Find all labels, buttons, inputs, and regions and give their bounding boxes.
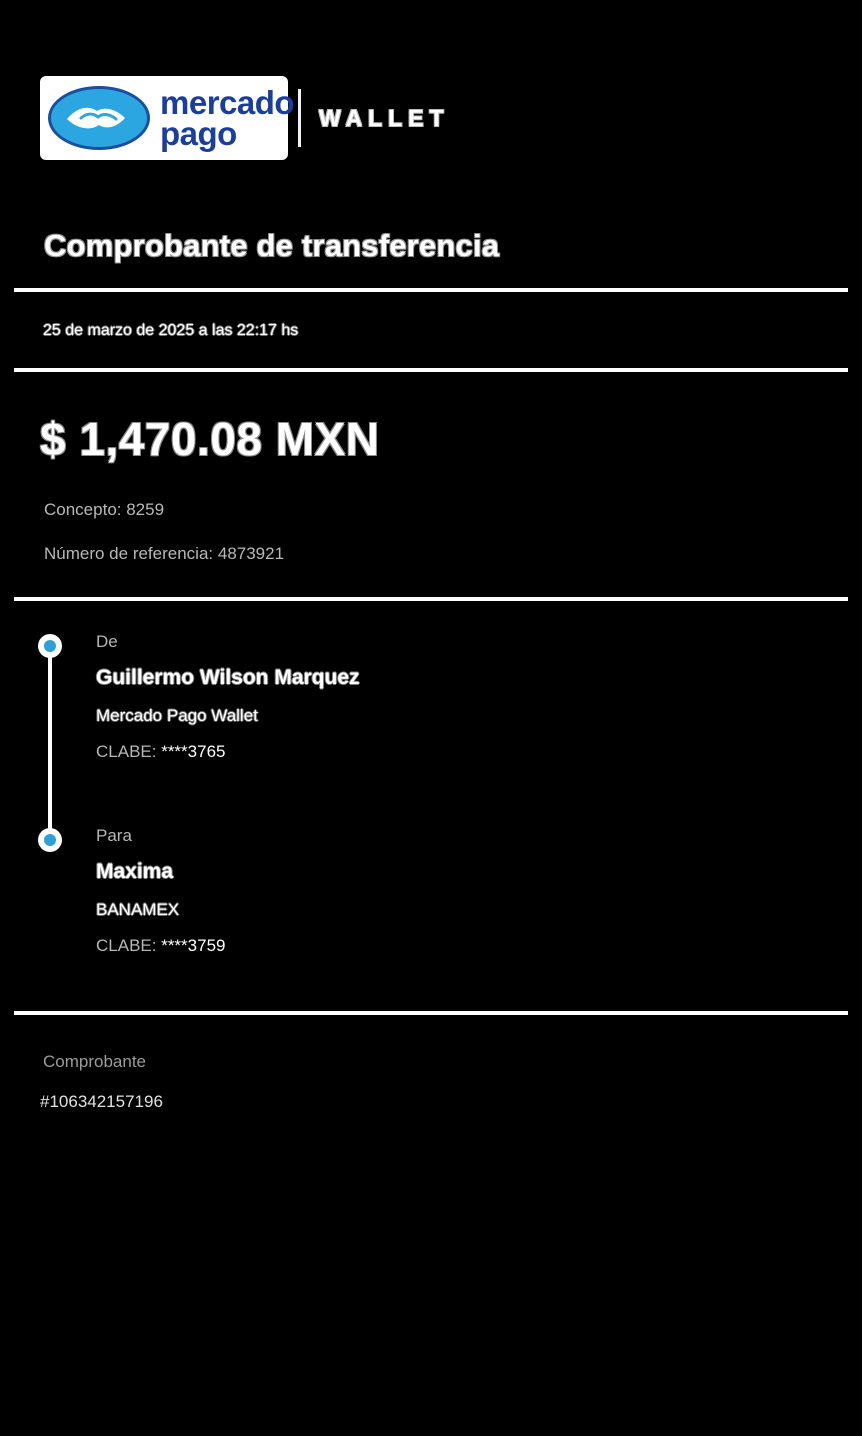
to-name: Maxima	[96, 860, 174, 883]
product-wallet-label: WALLET	[319, 104, 450, 131]
to-clabe	[96, 936, 225, 956]
divider-after-datetime	[14, 368, 848, 372]
handshake-icon	[48, 86, 150, 150]
from-clabe-label: CLABE:	[96, 742, 162, 761]
brand-wordmark	[160, 83, 295, 152]
mercado-pago-logo	[40, 76, 295, 160]
page-title: Comprobante de transferencia	[44, 228, 500, 263]
transfer-from-block	[96, 632, 360, 762]
timeline-dot-from	[38, 634, 62, 658]
divider-after-amount	[14, 597, 848, 601]
timeline-line	[48, 646, 52, 840]
from-clabe	[96, 742, 360, 762]
receipt-number: #106342157196	[40, 1092, 163, 1111]
transfer-concept: Concepto: 8259	[44, 500, 165, 519]
transfer-timeline	[27, 632, 73, 854]
from-name: Guillermo Wilson Marquez	[96, 666, 360, 689]
transfer-datetime: 25 de marzo de 2025 a las 22:17 hs	[43, 322, 299, 339]
to-bank: BANAMEX	[96, 900, 180, 919]
from-bank: Mercado Pago Wallet	[96, 706, 258, 725]
transfer-to-block	[96, 826, 225, 956]
transfer-reference: Número de referencia: 4873921	[44, 544, 285, 563]
to-clabe-label: CLABE:	[96, 936, 162, 955]
to-clabe-value: ****3759	[161, 936, 226, 955]
to-role-label: Para	[96, 826, 132, 845]
from-clabe-value: ****3765	[161, 742, 226, 761]
divider-footer	[14, 1011, 848, 1015]
receipt-label: Comprobante	[43, 1052, 147, 1071]
from-role-label: De	[96, 632, 118, 651]
brand-line-1: mercado	[160, 83, 295, 121]
brand-header	[40, 72, 450, 164]
timeline-dot-to	[38, 828, 62, 852]
brand-divider	[298, 89, 301, 147]
divider-top	[14, 288, 848, 292]
brand-line-2: pago	[160, 115, 237, 152]
transfer-amount: $ 1,470.08 MXN	[40, 413, 380, 465]
